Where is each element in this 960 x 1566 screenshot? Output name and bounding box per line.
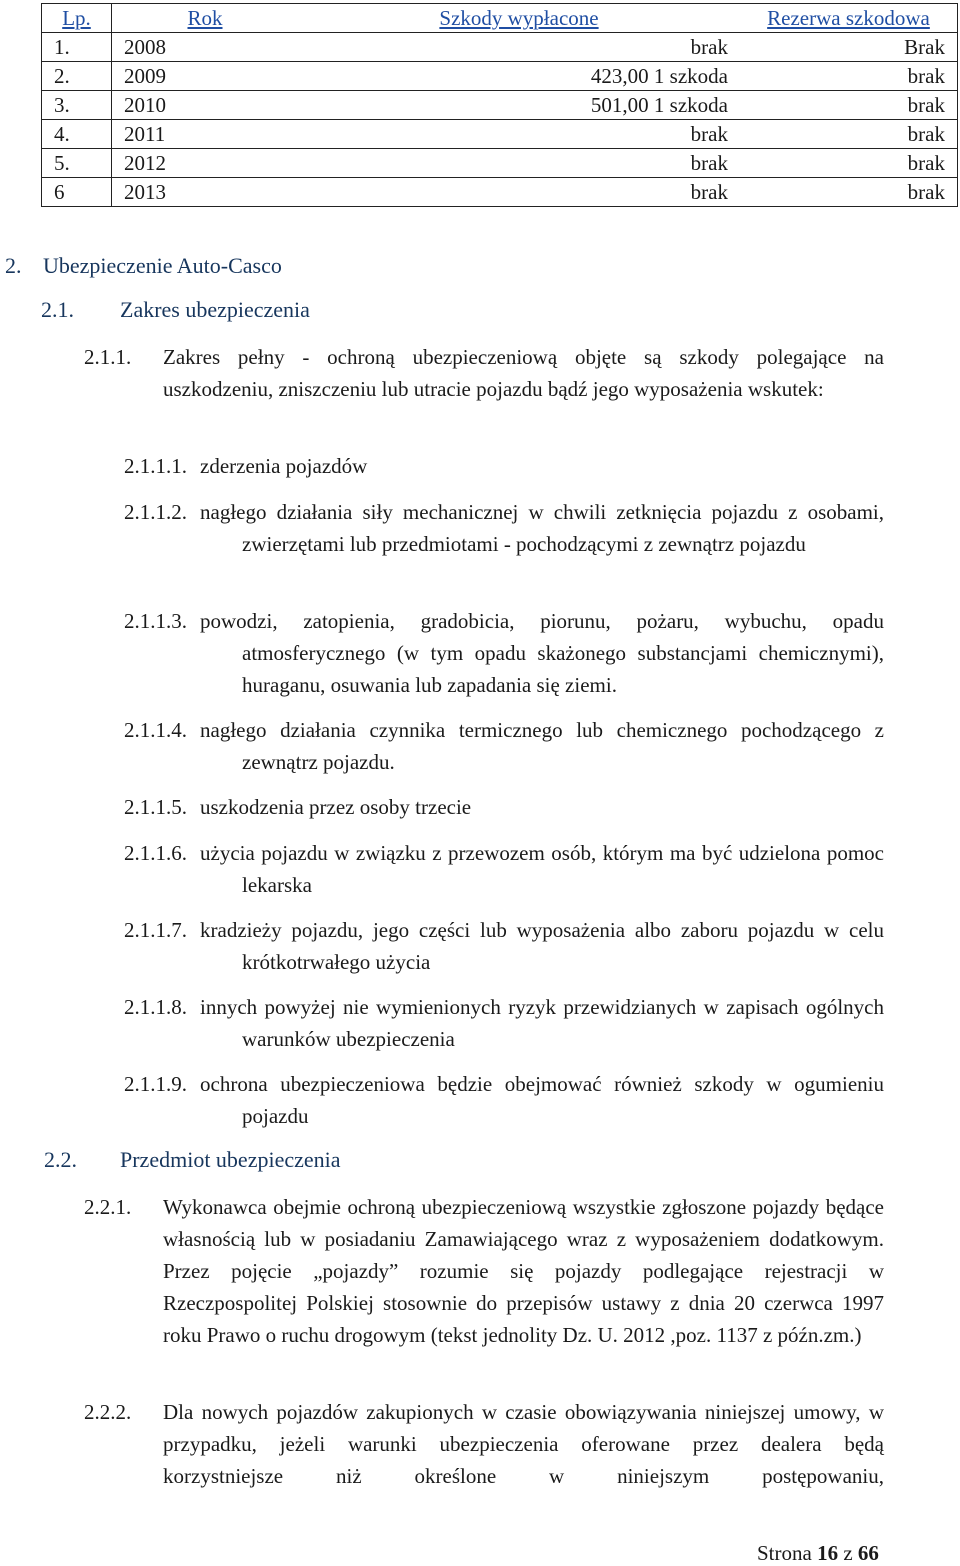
- subclause-2-1-1-1: [124, 450, 884, 482]
- clause-2-2-2: [84, 1396, 884, 1492]
- clause-number: 2.1.1.5.: [124, 795, 187, 819]
- cell-rok: 2013: [112, 178, 299, 207]
- subclause-2-1-1-7: [124, 914, 884, 978]
- subclause-2-1-1-3: [124, 605, 884, 701]
- table-row: [42, 178, 958, 207]
- cell-rok: 2012: [112, 149, 299, 178]
- cell-lp: 5.: [42, 149, 112, 178]
- section-heading-2: [5, 253, 282, 279]
- page-footer: [757, 1541, 879, 1566]
- cell-szkody: 501,00 1 szkoda: [298, 91, 740, 120]
- clause-text: Zakres pełny - ochroną ubezpieczeniową objęte są szkody polegające na uszkodzeniu, zniszczeniu lub utracie pojazdu bądź jego wyposażenia wskutek:: [163, 345, 884, 401]
- cell-szkody: 423,00 1 szkoda: [298, 62, 740, 91]
- cell-lp: 2.: [42, 62, 112, 91]
- cell-rok: 2008: [112, 33, 299, 62]
- subclause-2-1-1-9: [124, 1068, 884, 1132]
- table-row: [42, 91, 958, 120]
- clause-number: 2.1.1.6.: [124, 841, 187, 865]
- footer-separator: z: [843, 1541, 853, 1565]
- footer-total-pages: 66: [857, 1541, 879, 1565]
- cell-szkody: brak: [298, 178, 740, 207]
- clause-number: 2.1.1.7.: [124, 918, 187, 942]
- header-rezerwa: Rezerwa szkodowa: [740, 4, 958, 33]
- cell-rezerwa: brak: [740, 62, 958, 91]
- section-number: 2.1.: [41, 297, 74, 322]
- clause-number: 2.1.1.4.: [124, 718, 187, 742]
- table-row: [42, 149, 958, 178]
- cell-rezerwa: brak: [740, 120, 958, 149]
- cell-rezerwa: Brak: [740, 33, 958, 62]
- clause-text: uszkodzenia przez osoby trzecie: [200, 795, 472, 819]
- header-lp: Lp.: [42, 4, 112, 33]
- cell-lp: 6: [42, 178, 112, 207]
- table-header-row: [42, 4, 958, 33]
- table-row: [42, 120, 958, 149]
- clause-number: 2.1.1.1.: [124, 454, 187, 478]
- cell-rezerwa: brak: [740, 149, 958, 178]
- clause-number: 2.1.1.3.: [124, 609, 187, 633]
- clause-text: nagłego działania czynnika termicznego lub chemicznego pochodzącego z zewnątrz pojazdu.: [200, 718, 884, 774]
- subclause-2-1-1-6: [124, 837, 884, 901]
- cell-rok: 2010: [112, 91, 299, 120]
- cell-lp: 1.: [42, 33, 112, 62]
- cell-rezerwa: brak: [740, 178, 958, 207]
- cell-rezerwa: brak: [740, 91, 958, 120]
- clause-2-1-1: [84, 341, 884, 405]
- section-heading-2-1: [41, 297, 310, 323]
- cell-szkody: brak: [298, 33, 740, 62]
- footer-page-number: 16: [817, 1541, 839, 1565]
- clause-text: użycia pojazdu w związku z przewozem osób, którym ma być udzielona pomoc lekarska: [200, 841, 884, 897]
- section-title: Ubezpieczenie Auto-Casco: [43, 253, 282, 278]
- claims-history-table: [41, 3, 958, 207]
- clause-text: zderzenia pojazdów: [200, 454, 368, 478]
- clause-number: 2.2.2.: [84, 1400, 132, 1424]
- subclause-2-1-1-2: [124, 496, 884, 560]
- clause-text: Dla nowych pojazdów zakupionych w czasie obowiązywania niniejszej umowy, w przypadku, jeżeli warunki ubezpieczenia oferowane przez dealera będą korzystniejsze niż określone w niniejszym postępowaniu,: [163, 1400, 884, 1488]
- clause-number: 2.2.1.: [84, 1195, 132, 1219]
- cell-szkody: brak: [298, 149, 740, 178]
- clause-text: kradzieży pojazdu, jego części lub wyposażenia albo zaboru pojazdu w celu krótkotrwałego użycia: [200, 918, 884, 974]
- section-title: Zakres ubezpieczenia: [120, 297, 310, 322]
- section-number: 2.2.: [44, 1147, 77, 1172]
- clause-text: nagłego działania siły mechanicznej w chwili zetknięcia pojazdu z osobami, zwierzętami lub przedmiotami - pochodzącymi z zewnątrz pojazdu: [200, 500, 884, 556]
- cell-lp: 3.: [42, 91, 112, 120]
- table-row: [42, 62, 958, 91]
- clause-text: powodzi, zatopienia, gradobicia, piorunu, pożaru, wybuchu, opadu atmosferycznego (w tym opadu skażonego substancjami chemicznymi), huraganu, osuwania lub zapadania się ziemi.: [200, 609, 884, 697]
- table-row: [42, 33, 958, 62]
- subclause-2-1-1-4: [124, 714, 884, 778]
- clause-text: innych powyżej nie wymienionych ryzyk przewidzianych w zapisach ogólnych warunków ubezpieczenia: [200, 995, 884, 1051]
- section-number: 2.: [5, 253, 22, 278]
- header-rok: Rok: [112, 4, 299, 33]
- clause-text: Wykonawca obejmie ochroną ubezpieczeniową wszystkie zgłoszone pojazdy będące własnością lub w posiadaniu Zamawiającego wraz z wyposażeniem dodatkowym. Przez pojęcie „pojazdy” rozumie się pojazdy podlegające rejestracji w Rzeczpospolitej Polskiej stosownie do przepisów ustawy z dnia 20 czerwca 1997 roku Prawo o ruchu drogowym (tekst jednolity Dz. U. 2012 ,poz. 1137 z późn.zm.): [163, 1195, 884, 1347]
- clause-number: 2.1.1.8.: [124, 995, 187, 1019]
- section-heading-2-2: [44, 1147, 341, 1173]
- header-szkody: Szkody wypłacone: [298, 4, 740, 33]
- cell-lp: 4.: [42, 120, 112, 149]
- cell-rok: 2011: [112, 120, 299, 149]
- clause-number: 2.1.1.2.: [124, 500, 187, 524]
- subclause-2-1-1-5: [124, 791, 884, 823]
- clause-number: 2.1.1.: [84, 345, 132, 369]
- subclause-2-1-1-8: [124, 991, 884, 1055]
- clause-number: 2.1.1.9.: [124, 1072, 187, 1096]
- footer-prefix: Strona: [757, 1541, 812, 1565]
- cell-rok: 2009: [112, 62, 299, 91]
- section-title: Przedmiot ubezpieczenia: [120, 1147, 341, 1172]
- cell-szkody: brak: [298, 120, 740, 149]
- clause-2-2-1: [84, 1191, 884, 1351]
- clause-text: ochrona ubezpieczeniowa będzie obejmować również szkody w ogumieniu pojazdu: [200, 1072, 884, 1128]
